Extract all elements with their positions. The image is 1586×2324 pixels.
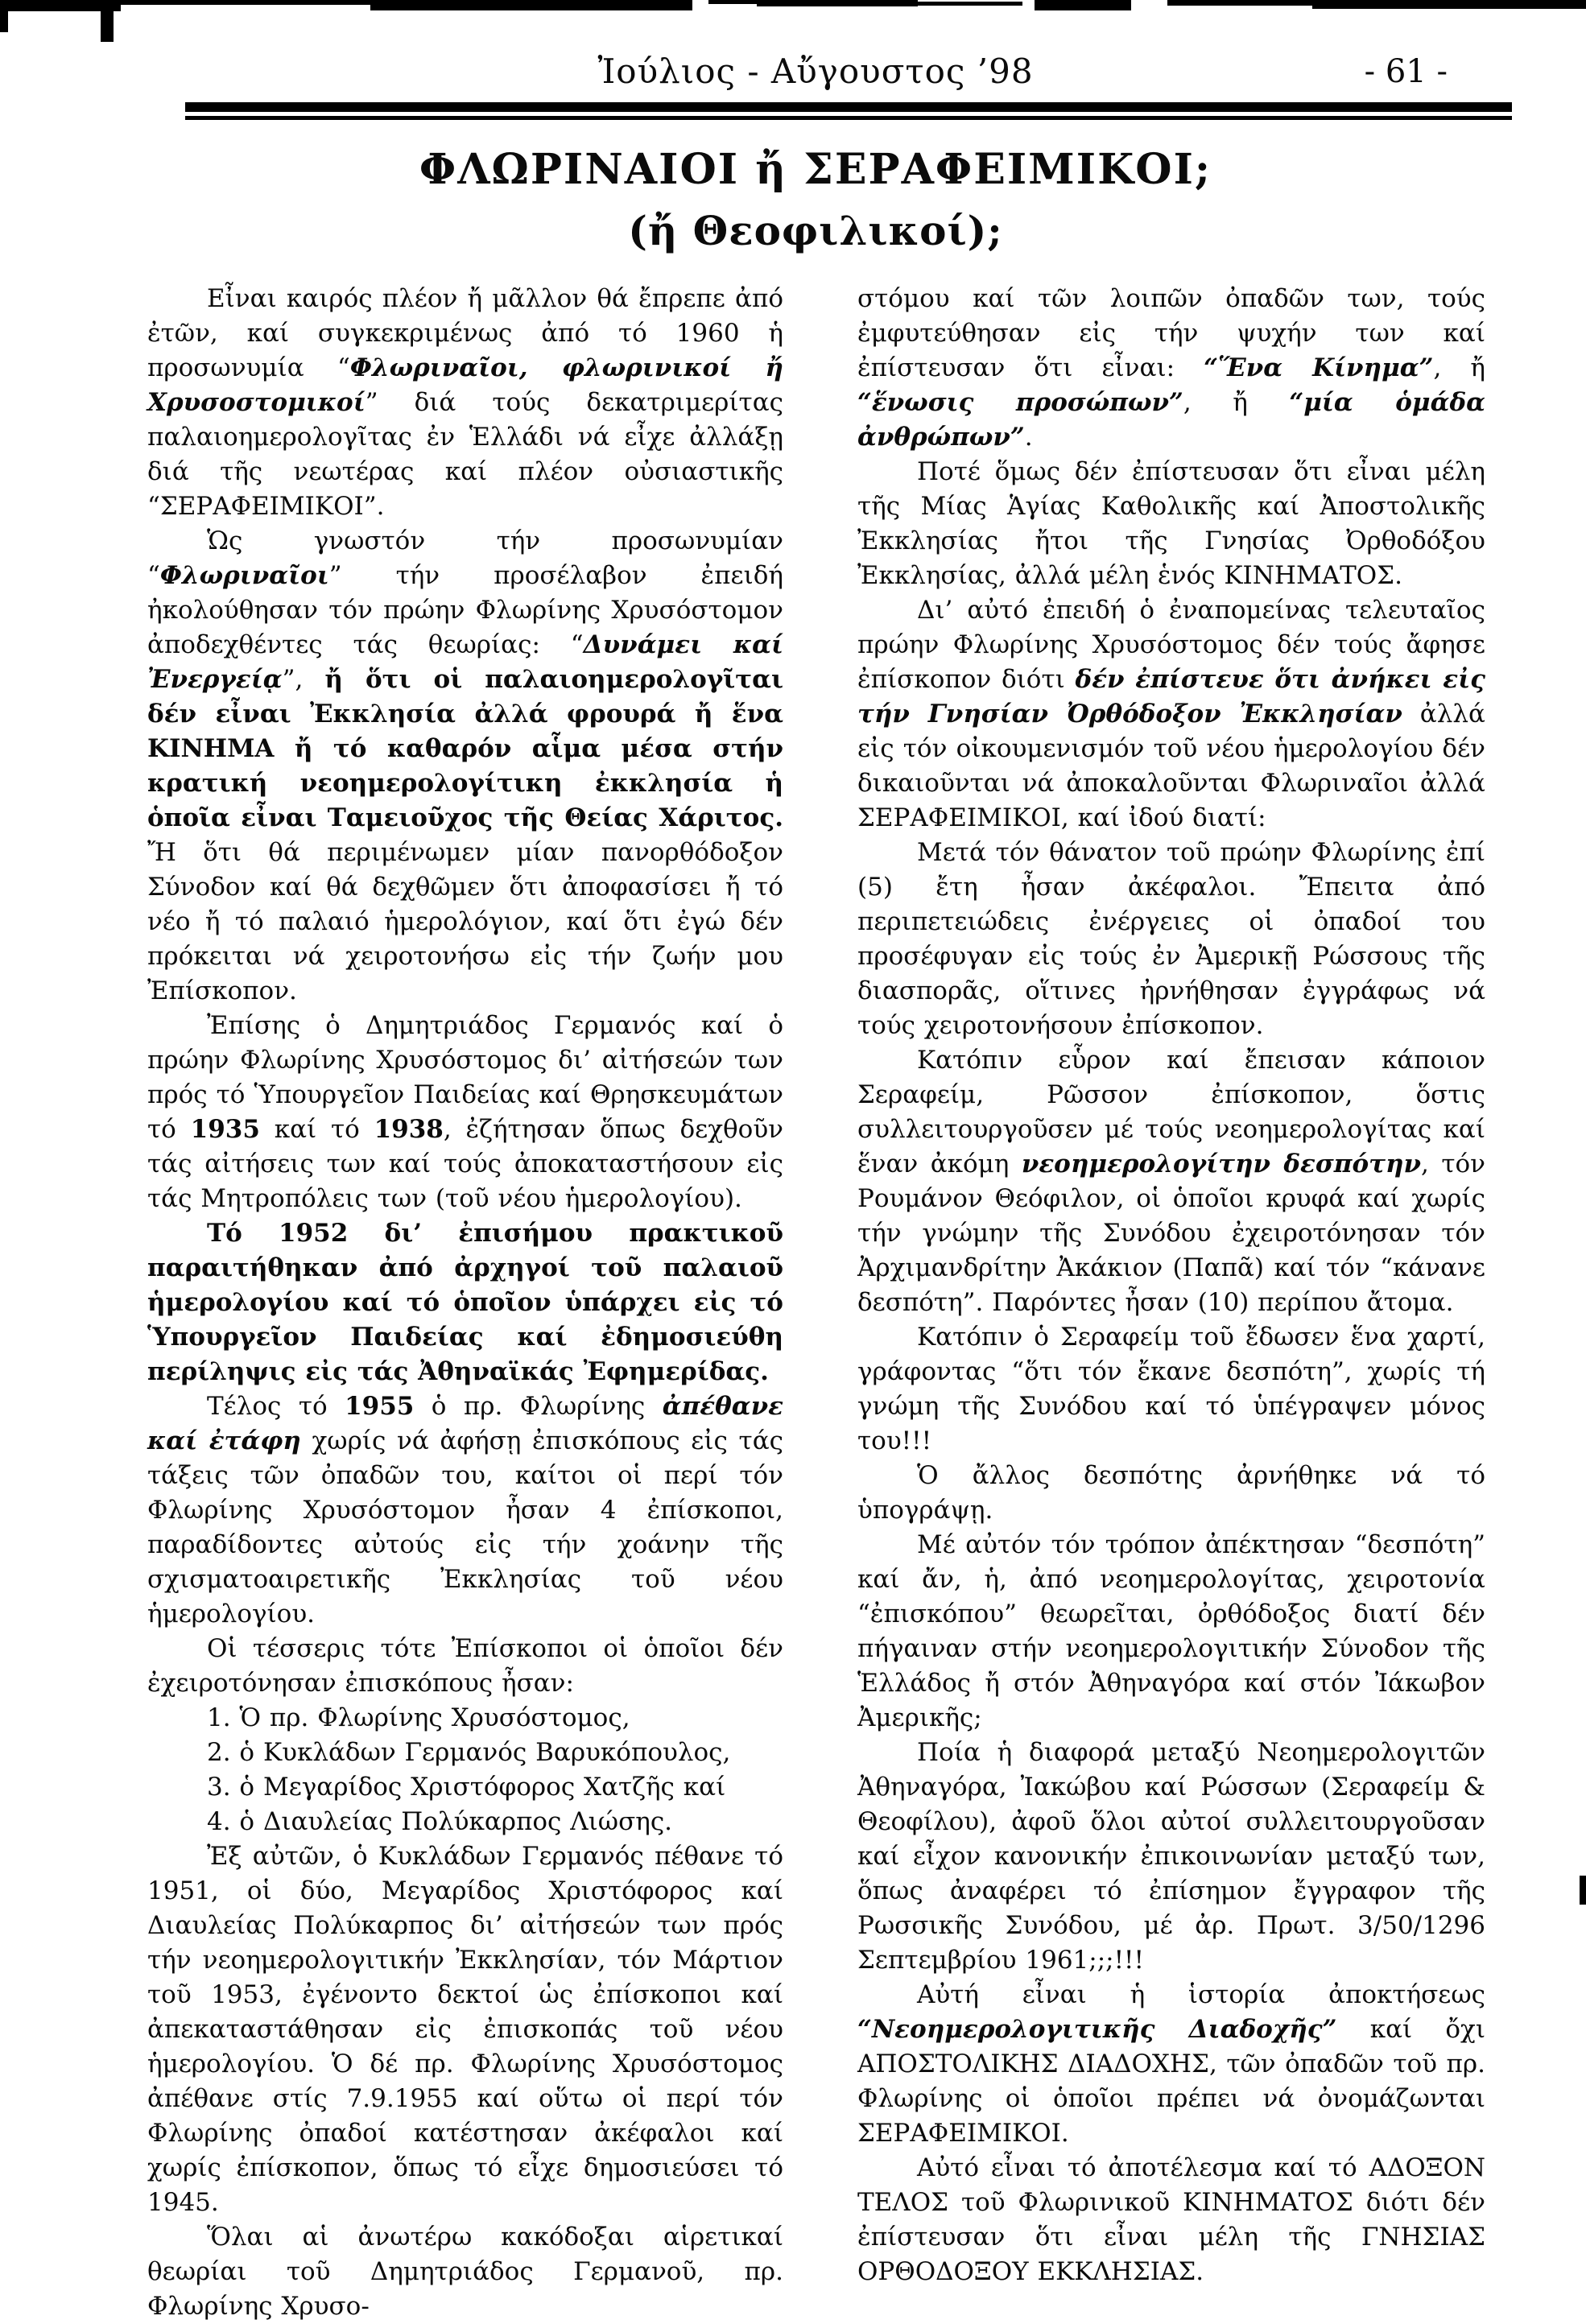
emphasized-text-run: δέν ἐπίστευε ὅτι ἀνήκει εἰς τήν Γνησίαν Ὀρθόδοξον Ἐκκλησίαν — [857, 665, 1485, 729]
list-item — [147, 1736, 783, 1770]
text-run: Δι’ αὐτό ἐπειδή ὁ ἐναπομείνας τελευταῖος πρώην Φλωρίνης Χρυσόστομος δέν τούς ἄφησε ἐπίσκοπον διότι — [857, 596, 1485, 694]
paragraph — [147, 524, 783, 1009]
text-run: Ὁ ἄλλος δεσπότης ἀρνήθηκε νά τό ὑπογράψῃ. — [857, 1461, 1485, 1525]
page-number: - 61 - — [1364, 53, 1448, 90]
paragraph — [857, 1320, 1485, 1459]
emphasized-text-run: “Ἕνα Κίνημα” — [1204, 353, 1434, 382]
text-run: καί τό — [259, 1115, 374, 1144]
emphasized-text-run: Τό 1952 δι’ ἐπισήμου πρακτικοῦ παραιτήθηκαν ἀπό ἀρχηγοί τοῦ παλαιοῦ ἡμερολογίου καί τό ὁποῖον ὑπάρχει εἰς τό Ὑπουργεῖον Παιδείας καί ἐδημοσιεύθη περίληψις εἰς τάς Ἀθηναϊκάς Ἐφημερίδας. — [147, 1219, 783, 1386]
scan-artifact — [708, 0, 757, 4]
article-title — [121, 145, 1510, 254]
paragraph — [857, 2151, 1485, 2289]
emphasized-text-run: Φλωριναῖοι, φλωρινικοί ἤ Χρυσοστομικοί — [147, 353, 783, 417]
paragraph — [857, 1528, 1485, 1736]
paragraph — [147, 1389, 783, 1632]
text-run: 2. ὁ Κυκλάδων Γερμανός Βαρυκόπουλος, — [207, 1738, 731, 1767]
text-run: 4. ὁ Διαυλείας Πολύκαρπος Λιώσης. — [207, 1807, 673, 1836]
article-title-line2: (ἤ Θεοφιλικοί); — [628, 207, 1003, 254]
scan-artifact — [370, 0, 692, 10]
emphasized-text-run: Φλωριναῖοι — [159, 561, 329, 590]
text-run: 1. Ὁ πρ. Φλωρίνης Χρυσόστομος, — [207, 1703, 630, 1732]
text-run: , ἐζήτησαν ὅπως δεχθοῦν τάς αἰτήσεις των καί τούς ἀποκαταστήσουν εἰς τάς Μητροπόλεις των (τοῦ νέου ἡμερολογίου). — [147, 1115, 784, 1213]
text-run: Ἐπίσης ὁ Δημητριάδος Γερμανός καί ὁ πρώην Φλωρίνης Χρυσόστομος δι’ αἰτήσεών των πρός τό Ὑπουργεῖον Παιδείας καί Θρησκευμάτων τό — [147, 1011, 783, 1144]
header-issue-date: Ἰούλιος - Αὔγουστος ’98 — [597, 52, 1034, 91]
paragraph — [147, 1216, 783, 1389]
text-run: Μέ αὐτόν τόν τρόπον ἀπέκτησαν “δεσπότη” καί ἄν, ἡ, ἀπό νεοημερολογίτας, χειροτονία “ἐπισκόπου” θεωρεῖται, ὀρθόδοξος διατί δέν πήγαιναν στήν νεοημερολογιτικήν Σύνοδον τῆς Ἑλλάδος ἤ στόν Ἀθηναγόρα καί στόν Ἰάκωβον Ἀμερικῆς; — [857, 1530, 1485, 1732]
article-title-line1: ΦΛΩΡΙΝΑΙΟΙ ἤ ΣΕΡΑΦΕΙΜΙΚΟΙ; — [419, 145, 1212, 194]
text-run: Τέλος τό — [207, 1392, 345, 1421]
text-run: 3. ὁ Μεγαρίδος Χριστόφορος Χατζῆς καί — [207, 1773, 726, 1802]
text-run: καί ὄχι ΑΠΟΣΤΟΛΙΚΗΣ ΔΙΑΔΟΧΗΣ, τῶν ὀπαδῶν τοῦ πρ. Φλωρίνης οἱ ὁποῖοι πρέπει νά ὀνομάζωνται ΣΕΡΑΦΕΙΜΙΚΟΙ. — [857, 2015, 1485, 2148]
emphasized-text-run: νεοημερολογίτην δεσπότην — [1021, 1150, 1422, 1179]
text-run: στόμου καί τῶν λοιπῶν ὀπαδῶν των, τούς ἐμφυτεύθησαν εἰς τήν ψυχήν των καί ἐπίστευσαν ὅτι εἶναι: — [857, 284, 1485, 382]
text-run: Ἐξ αὐτῶν, ὁ Κυκλάδων Γερμανός πέθανε τό 1951, οἱ δύο, Μεγαρίδος Χριστόφορος καί Διαυλείας Πολύκαρπος δι’ αἰτήσεών των πρός τήν νεοημερολογιτικήν Ἐκκλησίαν, τόν Μάρτιον τοῦ 1953, ἐγένοντο δεκτοί ὡς ἐπίσκοποι καί ἀπεκαταστάθησαν εἰς ἐπισκοπάς τοῦ νέου ἡμερολογίου. Ὁ δέ πρ. Φλωρίνης Χρυσόστομος ἀπέθανε στίς 7.9.1955 καί οὕτω οἱ περί τόν Φλωρίνης ὀπαδοί κατέστησαν ἀκέφαλοι καί χωρίς ἐπίσκοπον, ὅπως τό εἶχε δημοσιεύσει τό 1945. — [147, 1842, 783, 2217]
text-run: ” τήν προσέλαβον ἐπειδή ἠκολούθησαν τόν πρώην Φλωρίνης Χρυσόστομον ἀποδεχθέντες τάς θεωρίας: “ — [147, 561, 783, 659]
paragraph — [857, 282, 1485, 455]
text-run: ἀλλά εἰς τόν οἰκουμενισμόν τοῦ νέου ἡμερολογίου δέν δικαιοῦνται νά ἀποκαλοῦνται Φλωριναῖοι ἀλλά ΣΕΡΑΦΕΙΜΙΚΟΙ, καί ἰδού διατί: — [857, 700, 1485, 832]
emphasized-text-run: 1935 — [190, 1115, 260, 1144]
scan-artifact — [1580, 1876, 1586, 1905]
text-run: Ποτέ ὅμως δέν ἐπίστευσαν ὅτι εἶναι μέλη τῆς Μίας Ἁγίας Καθολικῆς καί Ἀποστολικῆς Ἐκκλησίας ἤτοι τῆς Γνησίας Ὀρθοδόξου Ἐκκλησίας, ἀλλά μέλη ἑνός ΚΙΝΗΜΑΤΟΣ. — [857, 457, 1485, 590]
emphasized-text-run: “ἕνωσις προσώπων” — [857, 388, 1183, 417]
paragraph — [147, 1839, 783, 2220]
paragraph — [147, 1009, 783, 1216]
text-run: Ὡς γνωστόν τήν προσωνυμίαν “ — [147, 526, 783, 590]
emphasized-text-run: ἤ ὅτι οἱ παλαιοημερολογῖται δέν εἶναι Ἐκκλησία ἀλλά φρουρά ἤ ἕνα ΚΙΝΗΜΑ ἤ τό καθαρόν αἷμα μέσα στήν κρατική νεοημερολογίτικη ἐκκλησία ἡ ὁποῖα εἶναι Ταμειοῦχος τῆς Θείας Χάριτος. — [147, 665, 783, 832]
text-run: Ποία ἡ διαφορά μεταξύ Νεοημερολογιτῶν Ἀθηναγόρα, Ἰακώβου καί Ρώσσων (Σεραφείμ & Θεοφίλου), ἀφοῦ ὅλοι αὐτοί συλλειτουργοῦσαν καί εἶχον κανονικήν ἐπικοινωνίαν μεταξύ των, ὅπως ἀναφέρει τό ἐπίσημον ἔγγραφον τῆς Ρωσσικῆς Συνόδου, μέ ἀρ. Πρωτ. 3/50/1296 Σεπτεμβρίου 1961;;;!!! — [857, 1738, 1485, 1975]
scan-artifact — [757, 0, 918, 6]
emphasized-text-run: 1938 — [374, 1115, 444, 1144]
text-run: Εἶναι καιρός πλέον ἤ μᾶλλον θά ἔπρεπε ἀπό ἐτῶν, καί συγκεκριμένως ἀπό τό 1960 ἡ προσωνυμία “ — [147, 284, 783, 382]
paragraph — [147, 2220, 783, 2324]
text-run: Ἤ ὅτι θά περιμένωμεν μίαν πανορθόδοξον Σύνοδον καί θά δεχθῶμεν ὅτι ἀποφασίσει ἤ τό νέο ἤ τό παλαιό ἡμερολόγιον, καί ὅτι ἐγώ δέν πρόκειται νά χειροτονήσω εἰς τήν ζωήν μου Ἐπίσκοπον. — [147, 838, 783, 1005]
text-run: Ὅλαι αἱ ἀνωτέρω κακόδοξαι αἱρετικαί θεωρίαι τοῦ Δημητριάδος Γερμανοῦ, πρ. Φλωρίνης Χρυσο- — [147, 2223, 783, 2321]
emphasized-text-run: Δυνάμει καί Ἐνεργείᾳ — [147, 630, 783, 694]
emphasized-text-run: ἀπέθανε καί ἐτάφη — [147, 1392, 783, 1455]
paragraph — [857, 593, 1485, 836]
text-run: ”, — [282, 665, 325, 694]
text-run: Μετά τόν θάνατον τοῦ πρώην Φλωρίνης ἐπί (5) ἔτη ἦσαν ἀκέφαλοι. Ἔπειτα ἀπό περιπετειώδεις ἐνέργειες οἱ ὀπαδοί του προσέφυγαν εἰς τούς ἐν Ἀμερικῇ Ρώσσους τῆς διασπορᾶς, οἵτινες ἠρνήθησαν ἐγγράφως νά τούς χειροτονήσουν ἐπίσκοπον. — [857, 838, 1485, 1040]
scan-artifact — [918, 2, 1022, 6]
text-run: . — [1024, 423, 1033, 452]
emphasized-text-run: 1955 — [345, 1392, 415, 1421]
scan-artifact — [0, 0, 8, 32]
list-item — [147, 1770, 783, 1805]
scan-artifact — [1035, 0, 1131, 10]
text-run: , τόν Ρουμάνον Θεόφιλον, οἱ ὁποῖοι κρυφά καί χωρίς τήν γνώμην τῆς Συνόδου ἐχειροτόνησαν τόν Ἀρχιμανδρίτην Ἀκάκιον (Παπᾶ) καί τόν “κάνανε δεσπότη”. Παρόντες ἦσαν (10) περίπου ἄτομα. — [857, 1150, 1485, 1317]
scan-artifact — [1167, 0, 1312, 6]
text-run: Κατόπιν εὗρον καί ἔπεισαν κάποιον Σεραφείμ, Ρῶσσον ἐπίσκοπον, ὅστις συλλειτουργοῦσεν μέ τούς νεοημερολογίτας καί ἕναν ἀκόμη — [857, 1046, 1485, 1179]
text-run: ὁ πρ. Φλωρίνης — [414, 1392, 663, 1421]
scan-artifact — [121, 0, 378, 5]
paragraph — [857, 455, 1485, 593]
scan-artifact — [1312, 0, 1586, 9]
emphasized-text-run: “μία ὁμάδα ἀνθρώπων” — [857, 388, 1485, 452]
right-column — [857, 282, 1485, 2289]
list-item — [147, 1701, 783, 1736]
text-run: , ἤ — [1183, 388, 1290, 417]
text-run: Αὐτό εἶναι τό ἀποτέλεσμα καί τό ΑΔΟΞΟΝ ΤΕΛΟΣ τοῦ Φλωρινικοῦ ΚΙΝΗΜΑΤΟΣ διότι δέν ἐπίστευσαν ὅτι εἶναι μέλη τῆς ΓΝΗΣΙΑΣ ΟΡΘΟΔΟΞΟΥ ΕΚΚΛΗΣΙΑΣ. — [857, 2153, 1485, 2286]
text-run: χωρίς νά ἀφήσῃ ἐπισκόπους εἰς τάς τάξεις τῶν ὀπαδῶν του, καίτοι οἱ περί τόν Φλωρίνης Χρυσόστομον ἦσαν 4 ἐπίσκοποι, παραδίδοντες αὐτούς εἰς τήν χοάνην τῆς σχισματοαιρετικῆς Ἐκκλησίας τοῦ νέου ἡμερολογίου. — [147, 1426, 783, 1628]
paragraph — [857, 1978, 1485, 2151]
text-run: , ἤ — [1433, 353, 1486, 382]
text-run: Αὐτή εἶναι ἡ ἱστορία ἀποκτήσεως — [917, 1980, 1485, 2009]
header-rule-thick — [185, 102, 1512, 112]
left-column — [147, 282, 783, 2324]
text-run: Κατόπιν ὁ Σεραφείμ τοῦ ἔδωσεν ἕνα χαρτί, γράφοντας “ὅτι τόν ἔκανε δεσπότη”, χωρίς τή γνώμη τῆς Συνόδου καί τό ὑπέγραψεν μόνος του!!! — [857, 1323, 1485, 1455]
text-run: Οἱ τέσσερις τότε Ἐπίσκοποι οἱ ὁποῖοι δέν ἐχειροτόνησαν ἐπισκόπους ἦσαν: — [147, 1634, 783, 1698]
paragraph — [857, 1736, 1485, 1978]
paragraph — [147, 1632, 783, 1701]
paragraph — [147, 282, 783, 524]
scan-artifact — [101, 0, 114, 42]
header-rule-thin — [185, 116, 1512, 120]
paragraph — [857, 1043, 1485, 1320]
text-run: ” διά τούς δεκατριμερίτας παλαιοημερολογῖτας ἐν Ἑλλάδι νά εἶχε ἀλλάξῃ διά τῆς νεωτέρας καί πλέον οὐσιαστικῆς “ΣΕΡΑΦΕΙΜΙΚΟΙ”. — [147, 388, 783, 521]
emphasized-text-run: “Νεοημερολογιτικῆς Διαδοχῆς” — [857, 2015, 1337, 2044]
paragraph — [857, 1459, 1485, 1528]
list-item — [147, 1805, 783, 1839]
paragraph — [857, 836, 1485, 1043]
